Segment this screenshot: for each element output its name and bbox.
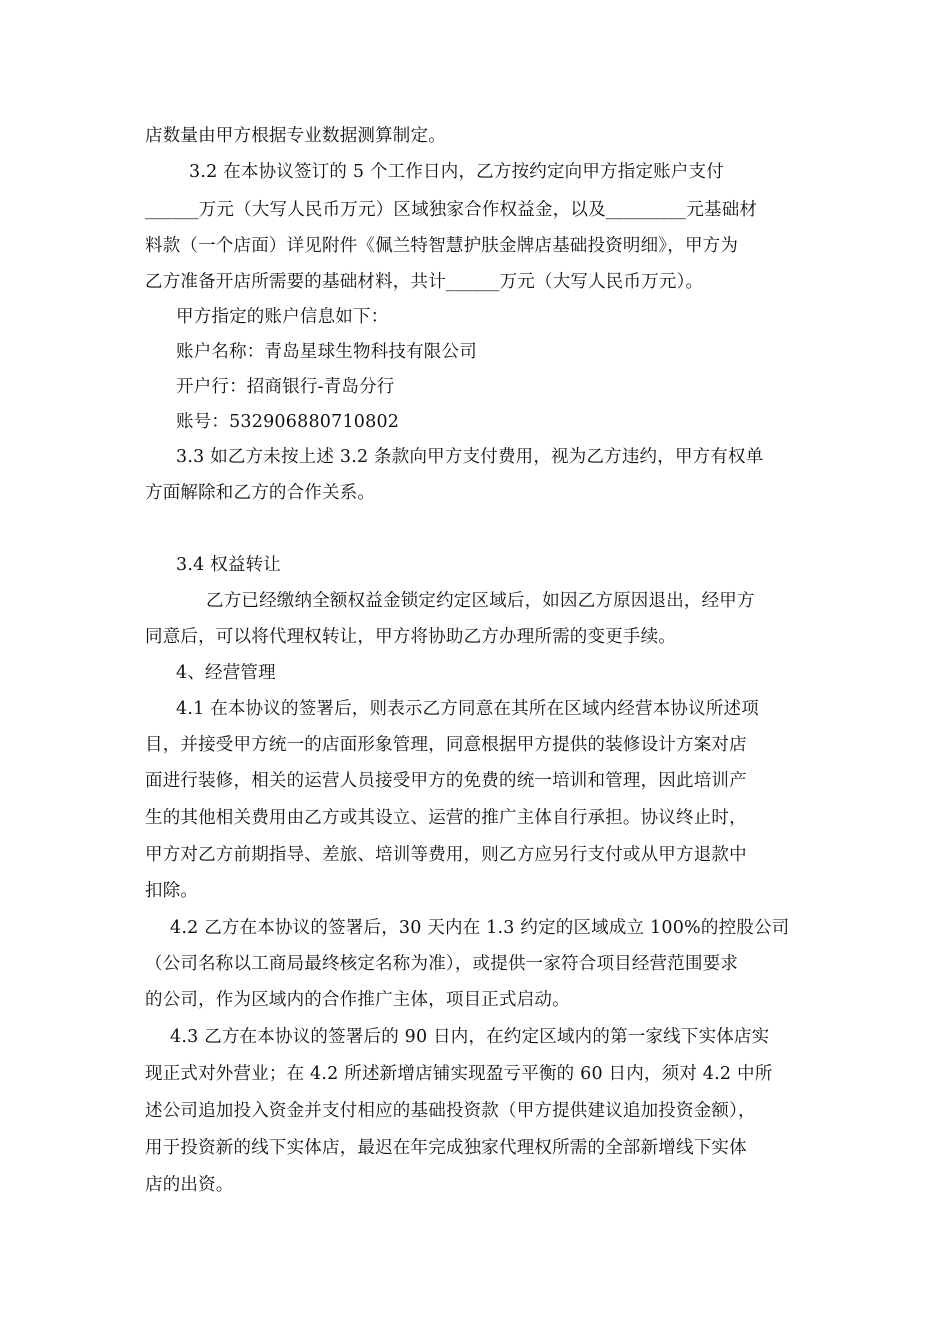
- text-line: 甲方指定的账户信息如下：: [176, 307, 389, 327]
- text-line: 面进行装修，相关的运营人员接受甲方的免费的统一培训和管理，因此培训产: [145, 771, 747, 791]
- text-line: 开户行：招商银行-青岛分行: [176, 377, 395, 397]
- text-line: ______万元（大写人民币万元）区域独家合作权益金，以及_________元基础材: [145, 200, 758, 220]
- text-line: 扣除。: [145, 881, 199, 901]
- text-line: （公司名称以工商局最终核定名称为准），或提供一家符合项目经营范围要求: [145, 954, 739, 974]
- text-line: 甲方对乙方前期指导、差旅、培训等费用，则乙方应另行支付或从甲方退款中: [145, 845, 747, 865]
- text-line: 3.3 如乙方未按上述 3.2 条款向甲方支付费用，视为乙方违约，甲方有权单: [176, 447, 764, 467]
- text-line: 方面解除和乙方的合作关系。: [145, 483, 376, 503]
- text-line: 乙方已经缴纳全额权益金锁定约定区域后，如因乙方原因退出，经甲方: [206, 591, 755, 611]
- text-line: 4.3 乙方在本协议的签署后的 90 日内，在约定区域内的第一家线下实体店实: [170, 1027, 770, 1047]
- text-line: 乙方准备开店所需要的基础材料，共计______万元（大写人民币万元）。: [145, 272, 704, 292]
- text-line: 店数量由甲方根据专业数据测算制定。: [145, 126, 446, 146]
- text-line: 述公司追加投入资金并支付相应的基础投资款（甲方提供建议追加投资金额），: [145, 1101, 756, 1121]
- text-line: 料款（一个店面）详见附件《佩兰特智慧护肤金牌店基础投资明细》，甲方为: [145, 236, 739, 256]
- text-line: 用于投资新的线下实体店，最迟在年完成独家代理权所需的全部新增线下实体: [145, 1138, 747, 1158]
- text-line: 4.1 在本协议的签署后，则表示乙方同意在其所在区域内经营本协议所述项: [176, 699, 759, 719]
- text-line: 生的其他相关费用由乙方或其设立、运营的推广主体自行承担。协议终止时，: [145, 808, 747, 828]
- text-line: 3.2 在本协议签订的 5 个工作日内，乙方按约定向甲方指定账户支付: [189, 162, 724, 182]
- text-line: 的公司，作为区域内的合作推广主体，项目正式启动。: [145, 990, 570, 1010]
- section-heading: 3.4 权益转让: [176, 555, 281, 575]
- text-line: 同意后，可以将代理权转让，甲方将协助乙方办理所需的变更手续。: [145, 627, 676, 647]
- text-line: 4.2 乙方在本协议的签署后，30 天内在 1.3 约定的区域成立 100%的控股公司: [170, 918, 790, 938]
- text-line: 店的出资。: [145, 1175, 234, 1195]
- section-heading: 4、经营管理: [176, 663, 276, 683]
- text-line: 现正式对外营业；在 4.2 所述新增店铺实现盈亏平衡的 60 日内，须对 4.2 中所: [145, 1064, 773, 1084]
- text-line: 账户名称：青岛星球生物科技有限公司: [176, 342, 477, 362]
- text-line: 目，并接受甲方统一的店面形象管理，同意根据甲方提供的装修设计方案对店: [145, 735, 747, 755]
- text-line: 账号：532906880710802: [176, 412, 400, 432]
